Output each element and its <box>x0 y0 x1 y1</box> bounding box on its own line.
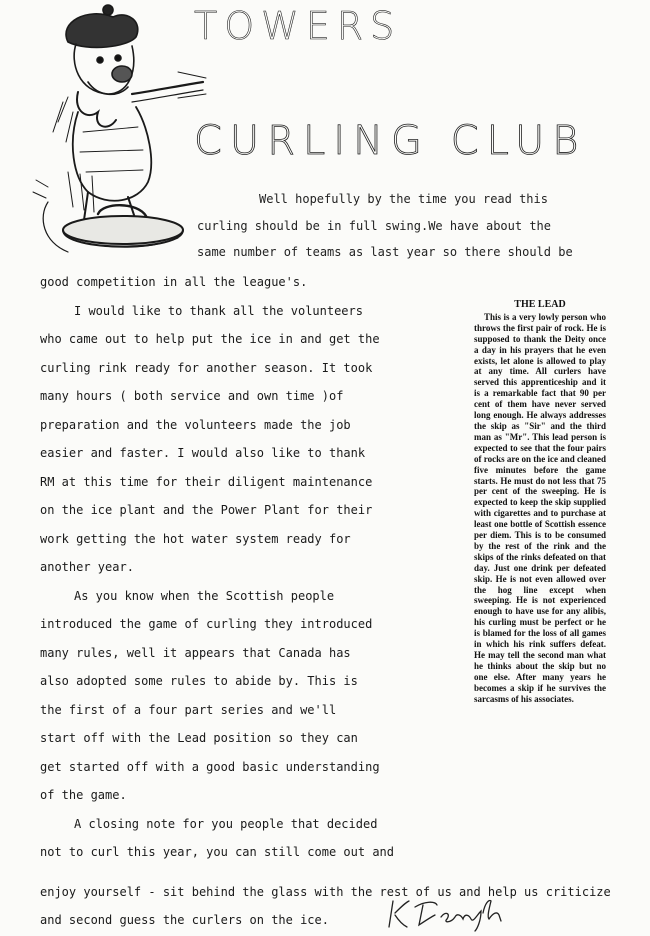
the-lead-sidebar <box>474 300 606 705</box>
body-line: RM at this time for their diligent maintenance <box>40 474 373 489</box>
title-towers: TOWERS <box>194 4 402 48</box>
curler-mascot-illustration <box>28 2 208 257</box>
body-line: who came out to help put the ice in and get the <box>40 332 380 346</box>
title-curling-club: CURLING CLUB <box>194 118 587 164</box>
closing-line: enjoy yourself - sit behind the glass with the rest of us and help us criticize <box>40 885 611 899</box>
body-line: As you know when the Scottish people <box>74 588 335 603</box>
body-line: easier and faster. I would also like to thank <box>40 446 366 460</box>
body-line: preparation and the volunteers made the job <box>40 417 351 432</box>
closing-lines <box>40 878 640 934</box>
body-line: A closing note for you people that decided <box>74 816 378 831</box>
body-line: the first of a four part series and we'll <box>40 702 337 717</box>
body-line: not to curl this year, you can still come out and <box>40 845 395 859</box>
body-line: I would like to thank all the volunteers <box>74 303 363 318</box>
body-line: curling rink ready for another season. It took <box>40 360 373 375</box>
body-line: get started off with a good basic understanding <box>40 759 380 774</box>
sidebar-text: This is a very lowly person who throws the first pair of rock. He is supposed to thank the Deity once a day in his prayers that he even exists, let alone is allowed to play at any time. All curlers have served this apprenticeship and it is a remarkable fact that 90 per cent of them have never served long enough. He always addresses the skip as "Sir" and the third man as "Mr". This lead person is expected to see that the four pairs of rocks are on the ice and cleaned five minutes before the game starts. He must do not less that 75 per cent of the sweeping. He is expected to keep the skip supplied with cigarettes and to purchase at least one bottle of Scottish essence per diem. This is to be consumed by the rest of the rink and the skips of the rinks defeated on that day. Just one drink per defeated skip. He is not even allowed over the hog line except when sweeping. He is not experienced enough to have use for any alibis, his curling must be perfect or he is blamed for the loss of all games in which his rink suffers defeat. He may tell the second man what he thinks about the skip but no one else. After many years he becomes a skip if he survives the sarcasms of his associates. <box>474 311 606 704</box>
body-line: good competition in all the league's. <box>40 275 308 289</box>
closing-line: and second guess the curlers on the ice. <box>40 913 329 927</box>
body-line: work getting the hot water system ready for <box>40 531 351 546</box>
body-line: many rules, well it appears that Canada has <box>40 645 351 660</box>
body-line: introduced the game of curling they introduced <box>40 617 373 631</box>
body-line: another year. <box>40 560 134 574</box>
body-line: also adopted some rules to abide by. This is <box>40 674 358 688</box>
intro-line: curling should be in full swing.We have about the <box>197 218 552 233</box>
main-article-body <box>40 268 460 867</box>
body-line: start off with the Lead position so they can <box>40 731 358 745</box>
body-line: on the ice plant and the Power Plant for their <box>40 503 373 517</box>
sidebar-heading: THE LEAD <box>514 299 566 310</box>
intro-line: Well hopefully by the time you read this <box>259 192 548 206</box>
intro-line: same number of teams as last year so there should be <box>197 245 573 259</box>
body-line: many hours ( both service and own time )of <box>40 389 344 403</box>
signature <box>385 893 515 933</box>
body-line: of the game. <box>40 788 127 802</box>
intro-paragraph <box>197 186 607 266</box>
